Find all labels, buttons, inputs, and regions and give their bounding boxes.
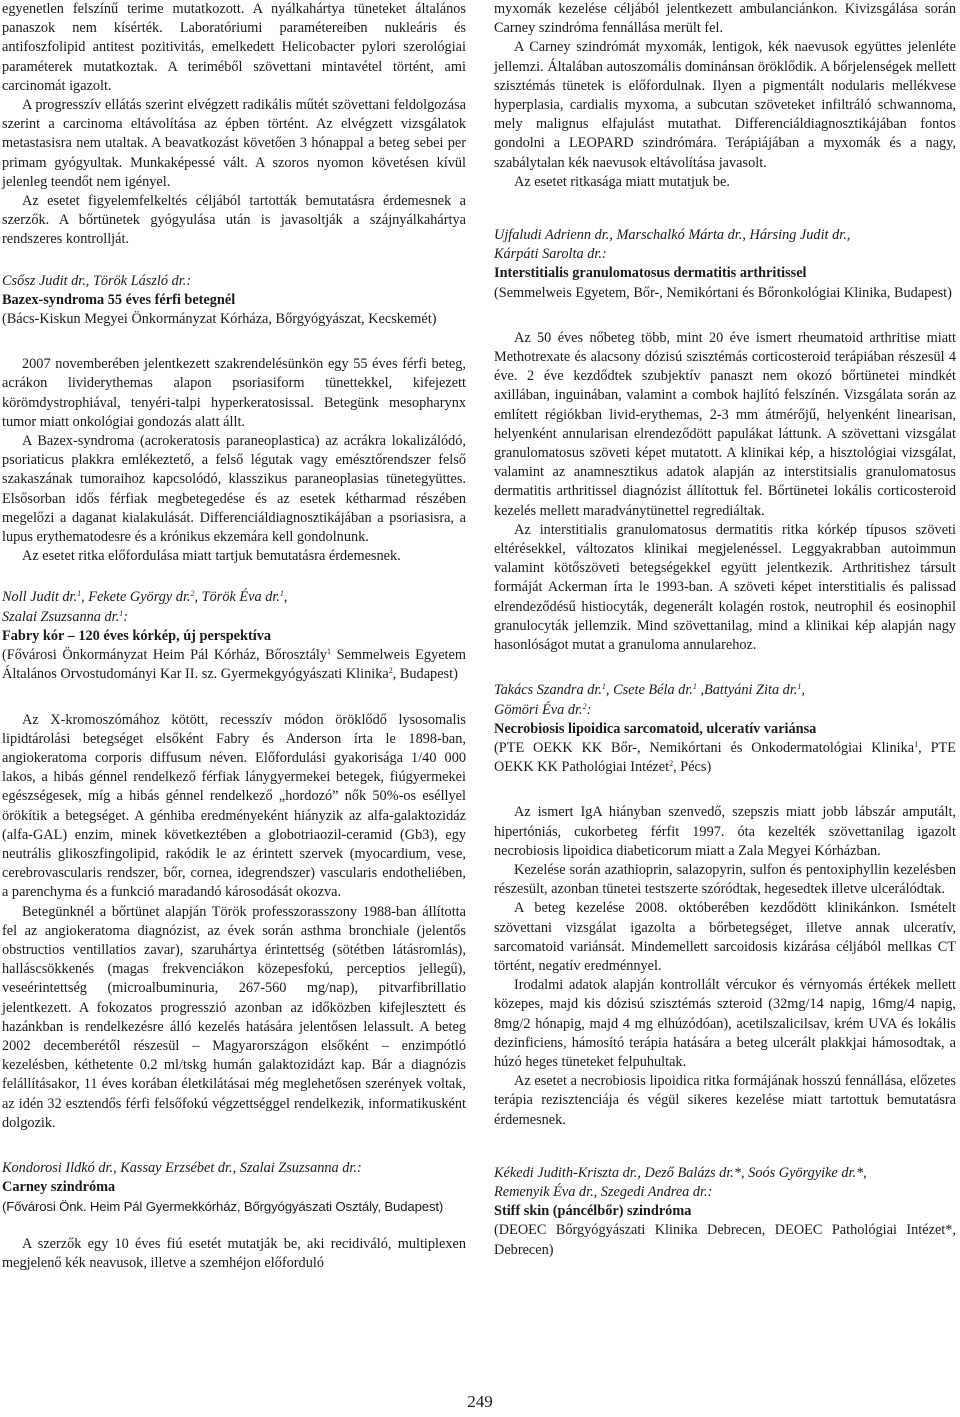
abstract-affiliation: (PTE OEKK KK Bőr-, Nemikórtani és Onkodermatológiai Klinika$^1$, PTE OEKK KK Pathológiai Intézet$^2$, Pécs) bbox=[494, 739, 956, 776]
abstract-affiliation: (Semmelweis Egyetem, Bőr-, Nemikórtani és Bőronkológiai Klinika, Budapest) bbox=[494, 284, 952, 301]
abstract-authors: Noll Judit dr.$^1$, Fekete György dr.$^2$, Török Éva dr.$^1$, Szalai Zsuzsanna dr.$^1$: bbox=[2, 589, 288, 625]
abstract-granulomatous bbox=[494, 226, 956, 655]
abstract-title: Carney szindróma bbox=[2, 1179, 116, 1196]
abstract-affiliation: (Fővárosi Önk. Heim Pál Gyermekkórház, Bőrgyógyászati Osztály, Budapest) bbox=[2, 1199, 444, 1215]
abstract-authors: Kondorosi Ildkó dr., Kassay Erzsébet dr., Szalai Zsuzsanna dr.: bbox=[2, 1159, 362, 1176]
abstract-necrobiosis bbox=[494, 681, 956, 1129]
abstract-affiliation: (Bács-Kiskun Megyei Önkormányzat Kórháza, Bőrgyógyászat, Kecskemét) bbox=[2, 311, 437, 328]
abstract-authors: Takács Szandra dr.$^1$, Csete Béla dr.$^1$ ,Battyáni Zita dr.$^1$, Gömöri Éva dr.$^2$: bbox=[494, 682, 805, 718]
abstract-title: Interstitialis granulomatosus dermatitis arthritissel bbox=[494, 265, 807, 282]
abstract-paragraph: Az X-kromoszómához kötött, recesszív módon öröklődő lysosomalis lipidtárolási betegséget elsőként Fabry és Anderson írta le 1898-ban, angiokeratoma corporis diffusum néven. Előfordulási gyakorisága 1/40 000 lakos, a hibás génnel rendelkező férfiak lánygyermekei betegek, fiúgyermekei egészségesek, míg a hibás génnel rendelkező „hordozó” nők 50%-os eséllyel örökítik a betegséget. A génhiba eredményeként hiányzik az alfa-galaktozidáz (alfa-GAL) enzim, minek következtében a globotriaozil-ceramid (Gb3), egy neutrális glikoszfingolipid, rakódik le az érintett szervek (myocardium, vese, cerebrovascularis rendszer, bőr, cornea, idegrendszer) vascularis endotheliében, a parenchyma és a funkció maradandó károsodását okozva. bbox=[2, 711, 466, 901]
carney-continued-paragraph: myxomák kezelése céljából jelentkezett ambulanciánkon. Kivizsgálása során Carney szindróma fennállása merült fel. bbox=[494, 1, 956, 37]
abstract-title: Necrobiosis lipoidica sarcomatoid, ulceratív variánsa bbox=[494, 720, 817, 737]
abstract-stiff-skin bbox=[494, 1164, 956, 1260]
right-column bbox=[494, 0, 956, 1260]
abstract-affiliation: (Fővárosi Önkormányzat Heim Pál Kórház, Bőrosztály$^1$ Semmelweis Egyetem Általános Orvostudományi Kar II. sz. Gyermekgyógyászati Klinika$^2$, Budapest) bbox=[2, 647, 466, 683]
abstract-bazex bbox=[2, 272, 466, 567]
left-column bbox=[2, 0, 466, 1273]
abstract-paragraph: Az 50 éves nőbeteg több, mint 20 éve ismert rheumatoid arthritise miatt Methotrexate és alacsony dózisú szisztémás corticosteroid terápiában részesül 4 éve. 2 éve kezdődtek szubjektív panaszt nem okozó bőrtünetei mindkét axillában, inguinában, valamint a combok hajlító felszínén. Vizsgálata során az említett régiókban livid-erythemas, 2-3 mm átmérőjű, helyenként linearisan, helyenként annularisan elrendeződött papulákat láttunk. A szövettani vizsgálat granulomatosus szöveti képet mutatott. A klinikai kép, a hisztológiai vizsgálat, valamint az anamnesztikus adatok alapján az interstitsialis granulomatosus dermatitis arthritissel diagnózist állítottuk fel. Bőrtünetei lokális corticosteroid kezelés mellett maradványtünettel regrediáltak. bbox=[494, 329, 956, 519]
abstract-paragraph: Az ismert IgA hiányban szenvedő, szepszis miatt jobb lábszár amputált, hipertóniás, cukorbeteg férfit 1997. óta kezelték szövettanilag igazolt necrobiosis lipoidica diabeticorum miatt a Zala Megyei Kórházban. bbox=[494, 804, 956, 859]
abstract-authors: Csősz Judit dr., Török László dr.: bbox=[2, 272, 192, 289]
abstract-paragraph: 2007 novemberében jelentkezett szakrendelésünkön egy 55 éves férfi beteg, acrákon lividerythemas alapon psoriasiform tünettekkel, kifejezett körömdystrophiával, tenyéri-talpi hyperkeratosissal. Betegünk mesopharynx tumor miatt onkológiai gondozás alatt állt. bbox=[2, 356, 466, 430]
abstract-authors: Ujfaludi Adrienn dr., Marschalkó Márta dr., Hársing Judit dr., Kárpáti Sarolta dr.: bbox=[494, 227, 851, 263]
intro-paragraph: A progresszív ellátás szerint elvégzett radikális műtét szövettani feldolgozása szerint a carcinoma eltávolítása az épben történt. Az elvégzett vizsgálatok metastasisra nem utaltak. A beavatkozást követően 3 hónappal a beteg sebei per primam gyógyultak. Munkaképessé vált. A szoros nyomon követésen kívül jelenleg teendőt nem igényel. bbox=[2, 97, 466, 190]
abstract-paragraph: A beteg kezelése 2008. októberében kezdődött klinikánkon. Ismételt szövettani vizsgálat igazolta a bőrbetegséget, illetve annak ulceratív, sarcomatoid variánsát. Mindemellett sarcoidosis kizárása céljából mellkas CT történt, negatív eredménnyel. bbox=[494, 900, 956, 974]
abstract-paragraph: A Bazex-syndroma (acrokeratosis paraneoplastica) az acrákra lokalizálódó, psoriaticus plakkra emlékeztető, a felső légutak vagy emésztőrendszer felső szakaszának tumoraihoz kapcsolódó, klasszikus paraneoplasias tünetegyüttes. Elsősorban idős férfiak megbetegedése és az esetek kétharmad részében megelőzi a daganat kialakulását. Differenciáldiagnosztikájában a psoriasisra, a lupus erythematodesre és a krónikus ekzemára kell gondolnunk. bbox=[2, 433, 466, 546]
abstract-paragraph: Betegünknél a bőrtünet alapján Török professzorasszony 1988-ban állította fel az angiokeratoma diagnózist, az évek során asthma bronchiale (jelentős obstructios ventillatios zavar), szaruhártya érintettség (sötétben látásromlás), halláscsökkenés (magas frekvenciákon közepesfokú, perceptios jellegű), veseérintettség (microalbuminuria, 267-560 mg/nap), pitvarfibrillatio jelentkezett. A fokozatos progresszió azonban az időközben kifejlesztett és hazánkban is rendelkezésre álló kezelés hatására jelentősen lelassult. A beteg 2002 decemberétől részesül – Magyarországon elsőként – enzimpótló kezelésben, kéthetente 0.2 ml/tskg humán galaktozidázt kap. Bár a diagnózis felállításakor, 11 éves korában életkilátásai még meglehetősen szerények voltak, az idén 32 esztendős férfi felsőfokú végzettséggel rendelkezik, informatikusként dolgozik. bbox=[2, 903, 466, 1131]
abstract-fabry bbox=[2, 588, 466, 1132]
intro-paragraph: egyenetlen felszínű terime mutatkozott. A nyálkahártya tüneteket általános panaszok nem kísérték. Laboratóriumi paramétereiben nukleáris és antifoszfolipid antitest pozitivitás, emelkedett Helicobacter pylori szerológiai paraméterek mutatkoztak. A teriméből szövettani mintavétel történt, ami carcinomát igazolt. bbox=[2, 1, 466, 94]
abstract-title: Bazex-syndroma 55 éves férfi betegnél bbox=[2, 291, 236, 308]
abstract-affiliation: (DEOEC Bőrgyógyászati Klinika Debrecen, DEOEC Pathológiai Intézet*, Debrecen) bbox=[494, 1222, 956, 1258]
abstract-paragraph: Az esetet ritka előfordulása miatt tartjuk bemutatásra érdemesnek. bbox=[22, 548, 401, 565]
abstract-authors: Kékedi Judith-Kriszta dr., Dező Balázs dr.*, Soós Györgyike dr.*, Remenyik Éva dr., Szegedi Andrea dr.: bbox=[494, 1164, 867, 1200]
abstract-paragraph: Irodalmi adatok alapján kontrollált vércukor és vérnyomás értékek mellett közepes, majd kis dózisú szisztémás szteroid (32mg/14 napig, 16mg/4 napig, 8mg/2 hónapig, majd 4 mg elhúzódóan), acetilszalicilsav, krém UVA és lokális dezinficiens, hámosító terápia hatására a beteg ulcerált plakkjai hámosodtak, a húzó heges tüneteket felpuhultak. bbox=[494, 977, 956, 1070]
abstract-paragraph: Kezelése során azathioprin, salazopyrin, sulfon és pentoxiphyllin kezelésben részesült, azonban tünetei testszerte szóródtak, hegesedtek illetve ulcerálódtak. bbox=[494, 861, 956, 898]
abstract-title: Fabry kór – 120 éves kórkép, új perspektíva bbox=[2, 627, 271, 644]
abstract-carney bbox=[2, 1159, 466, 1273]
abstract-paragraph: Az interstitialis granulomatosus dermatitis ritka kórkép típusos szöveti eltérésekkel, változatos klinikai megjelenéssel. Leggyakrabban autoimmun valamint kötőszöveti betegségekkel együtt jelentkezik. Arthritishez társult formáját Ackerman írta le 1993-ban. A szöveti képet interstitialis és palissad elrendeződésű histiocyták, degenerált kolagén rostok, neutrophil és eosinophil granulocyták jellemzik. Mind szövettanilag, mind a klinikai kép alapján nagy hasonlóságot mutat a granuloma annularehoz. bbox=[494, 521, 956, 654]
abstract-title: Stiff skin (páncélbőr) szindróma bbox=[494, 1203, 692, 1220]
carney-continued-paragraph: A Carney szindrómát myxomák, lentigok, kék naevusok együttes jelenléte jellemzi. Általában autoszomális dominánsan öröklődik. A bőrjelenségek mellett szisztémás tünetek is előfordulnak. Ilyen a pigmentált nodularis mellékvese hyperplasia, cardialis myxoma, a subcutan szöveteket infiltráló schwannoma, mely malignus elfajulást mutathat. Differenciáldiagnosztikájában fontos gondolni a LEOPARD szindrómára. Terápiájában a myxomák és a nagy, szabálytalan kék naevusok eltávolítása javasolt. bbox=[494, 39, 956, 171]
carney-continued-paragraph: Az esetet ritkasága miatt mutatjuk be. bbox=[514, 173, 730, 190]
abstract-paragraph: Az esetet a necrobiosis lipoidica ritka formájának hosszú fennállása, előzetes terápia rezisztenciája és végül sikeres kezelése miatt tartottuk bemutatásra érdemesnek. bbox=[494, 1073, 956, 1128]
page-number: 249 bbox=[467, 1392, 493, 1411]
abstract-paragraph: A szerzők egy 10 éves fiú esetét mutatják be, aki recidiváló, multiplexen megjelenő kék neavusok, illetve a szemhéjon előforduló bbox=[2, 1235, 466, 1271]
intro-paragraph: Az esetet figyelemfelkeltés céljából tartották bemutatásra érdemesnek a szerzők. A bőrtünetek gyógyulása után is javasoltják a szájnyálkahártya rendszeres kontrollját. bbox=[2, 193, 466, 248]
